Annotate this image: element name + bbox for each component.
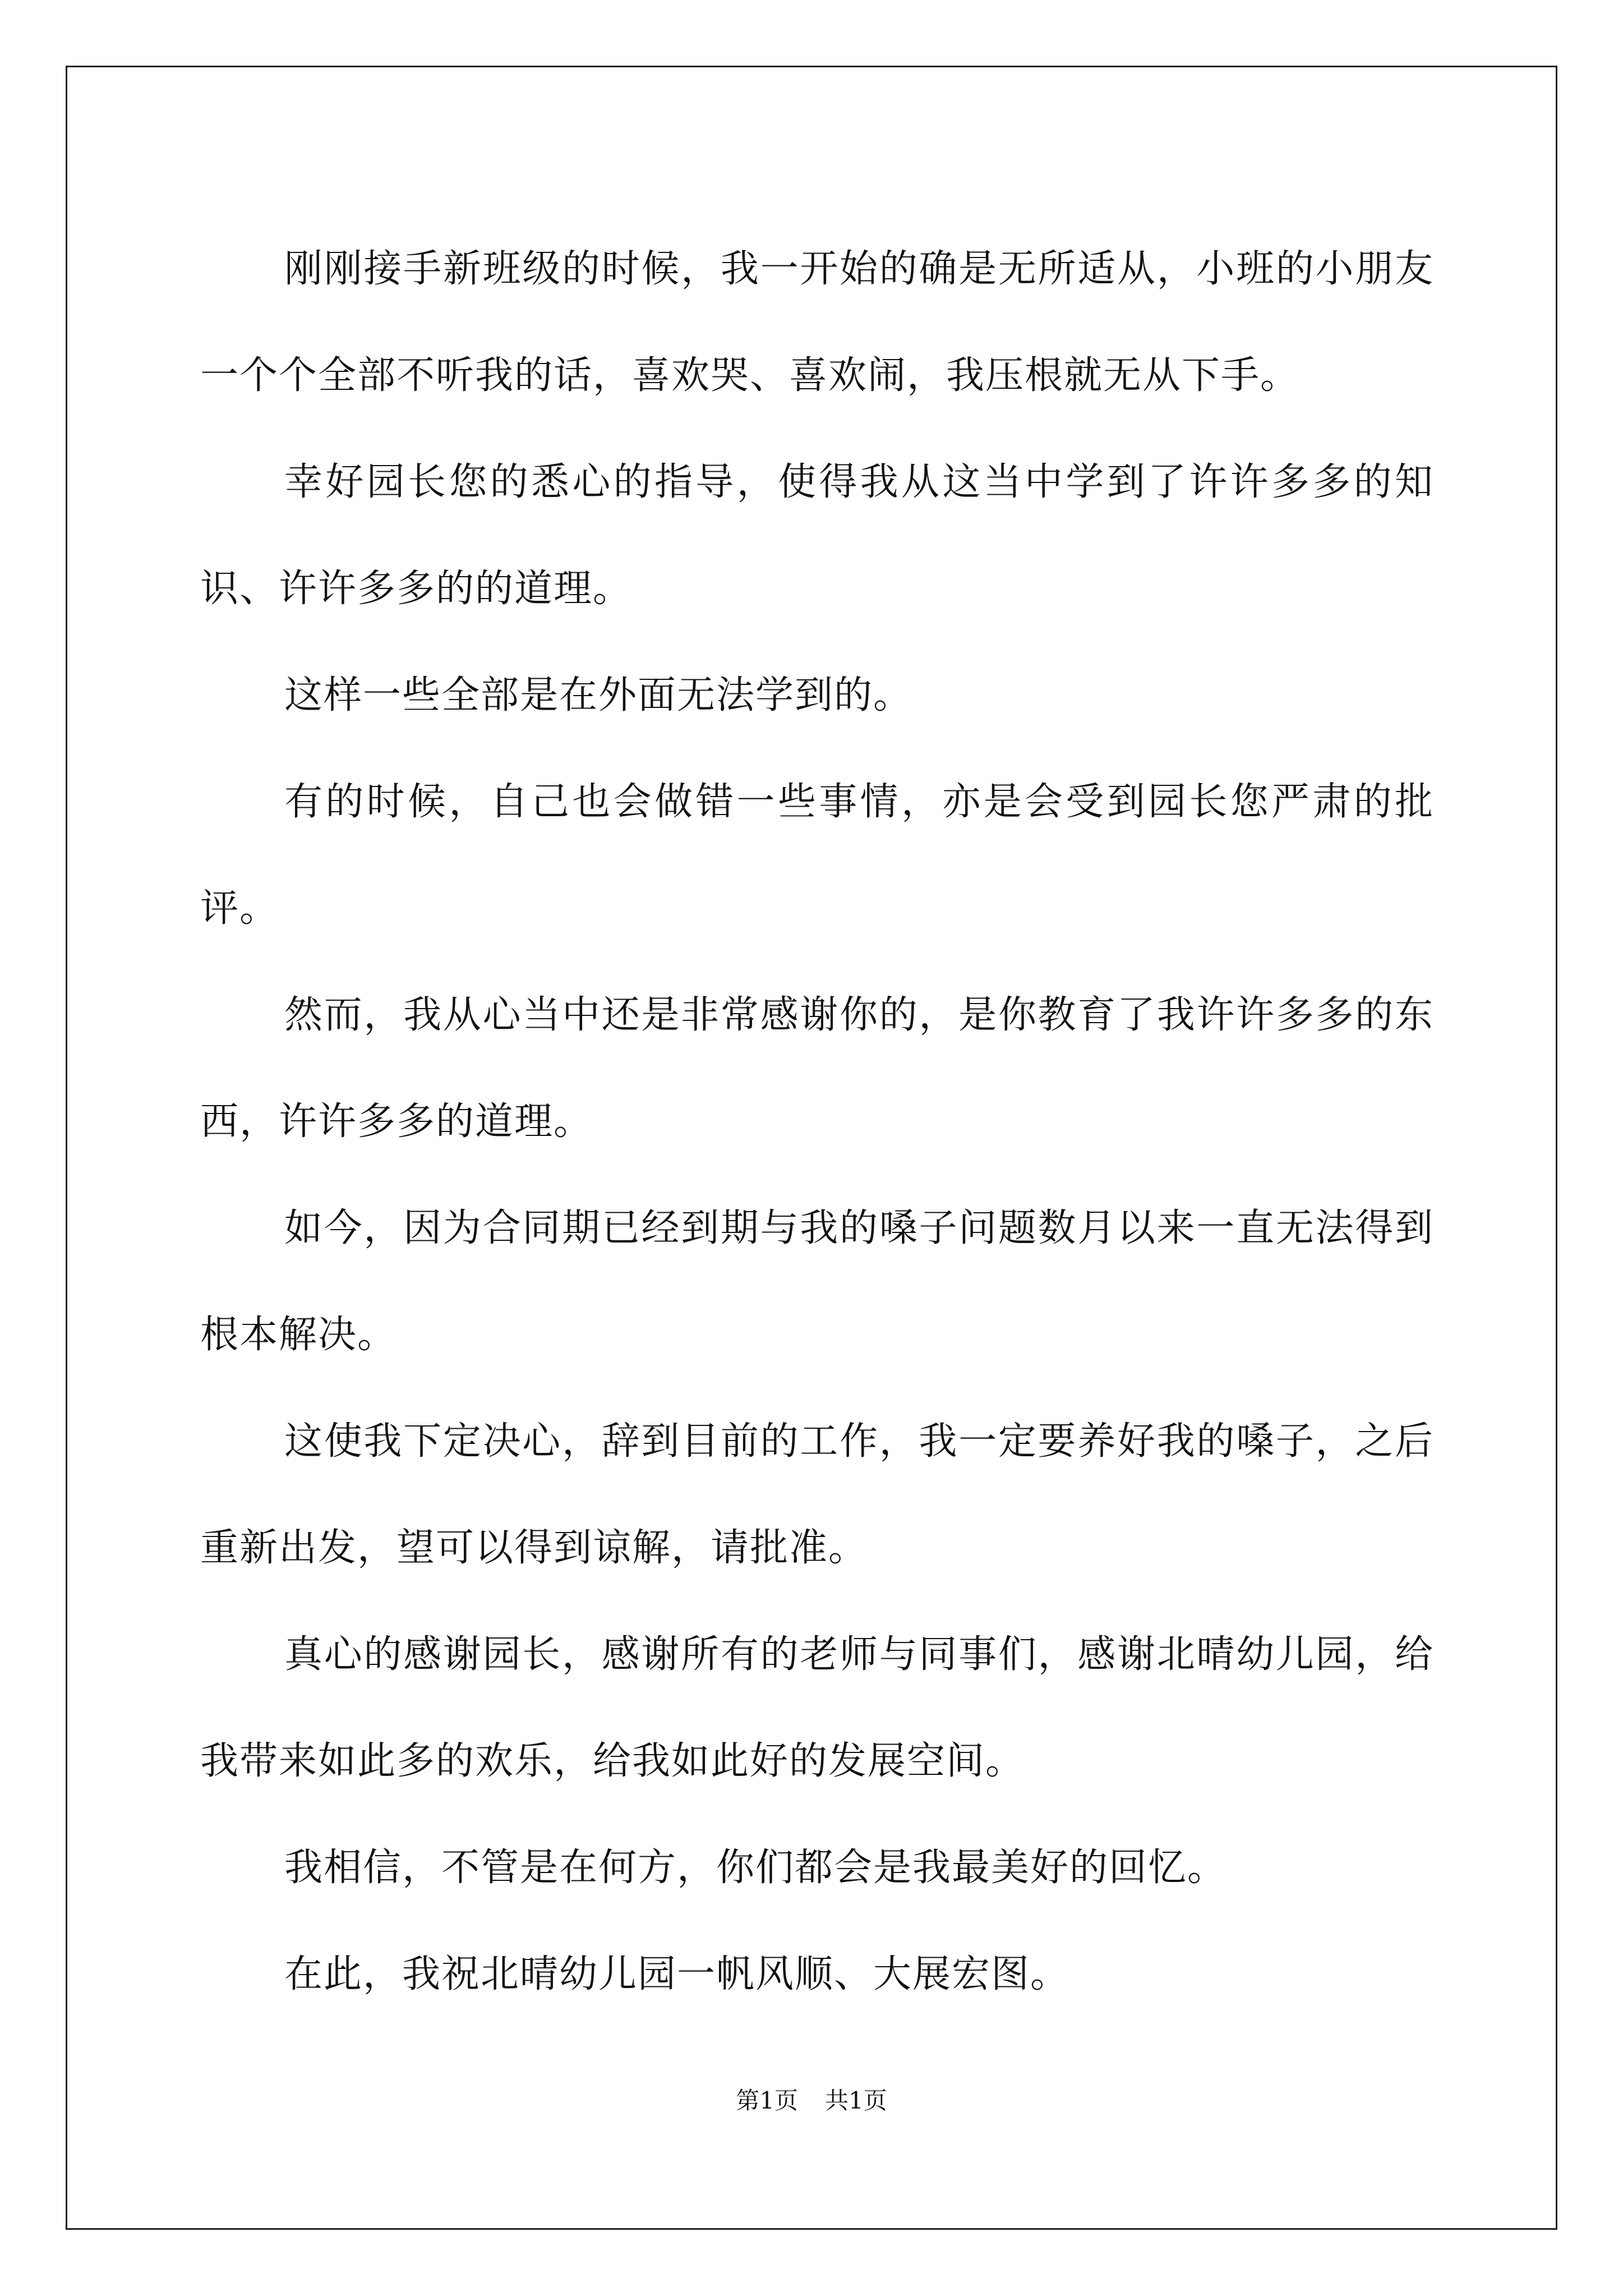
- document-body: [200, 216, 1434, 2028]
- paragraph: 有的时候，自己也会做错一些事情，亦是会受到园长您严肃的批评。: [200, 780, 1434, 931]
- page-number-current: 第1页: [736, 2087, 798, 2114]
- paragraph: 然而，我从心当中还是非常感谢你的，是你教育了我许许多多的东西，许许多多的道理。: [200, 993, 1434, 1144]
- paragraph: 这样一些全部是在外面无法学到的。: [284, 673, 913, 717]
- paragraph: 幸好园长您的悉心的指导，使得我从这当中学到了许许多多的知识、许许多多的的道理。: [200, 460, 1434, 611]
- page-footer: [0, 2084, 1623, 2118]
- paragraph: 在此，我祝北晴幼儿园一帆风顺、大展宏图。: [284, 1952, 1070, 1996]
- paragraph: 如今，因为合同期已经到期与我的嗓子问题数月以来一直无法得到根本解决。: [200, 1206, 1434, 1357]
- page-number-total: 共1页: [825, 2087, 887, 2114]
- paragraph: 刚刚接手新班级的时候，我一开始的确是无所适从，小班的小朋友一个个全部不听我的话，喜欢哭、喜欢闹，我压根就无从下手。: [200, 247, 1434, 398]
- paragraph: 真心的感谢园长，感谢所有的老师与同事们，感谢北晴幼儿园，给我带来如此多的欢乐，给我如此好的发展空间。: [200, 1632, 1434, 1783]
- paragraph: 这使我下定决心，辞到目前的工作，我一定要养好我的嗓子，之后重新出发，望可以得到谅解，请批准。: [200, 1419, 1434, 1570]
- paragraph: 我相信，不管是在何方，你们都会是我最美好的回忆。: [284, 1846, 1227, 1890]
